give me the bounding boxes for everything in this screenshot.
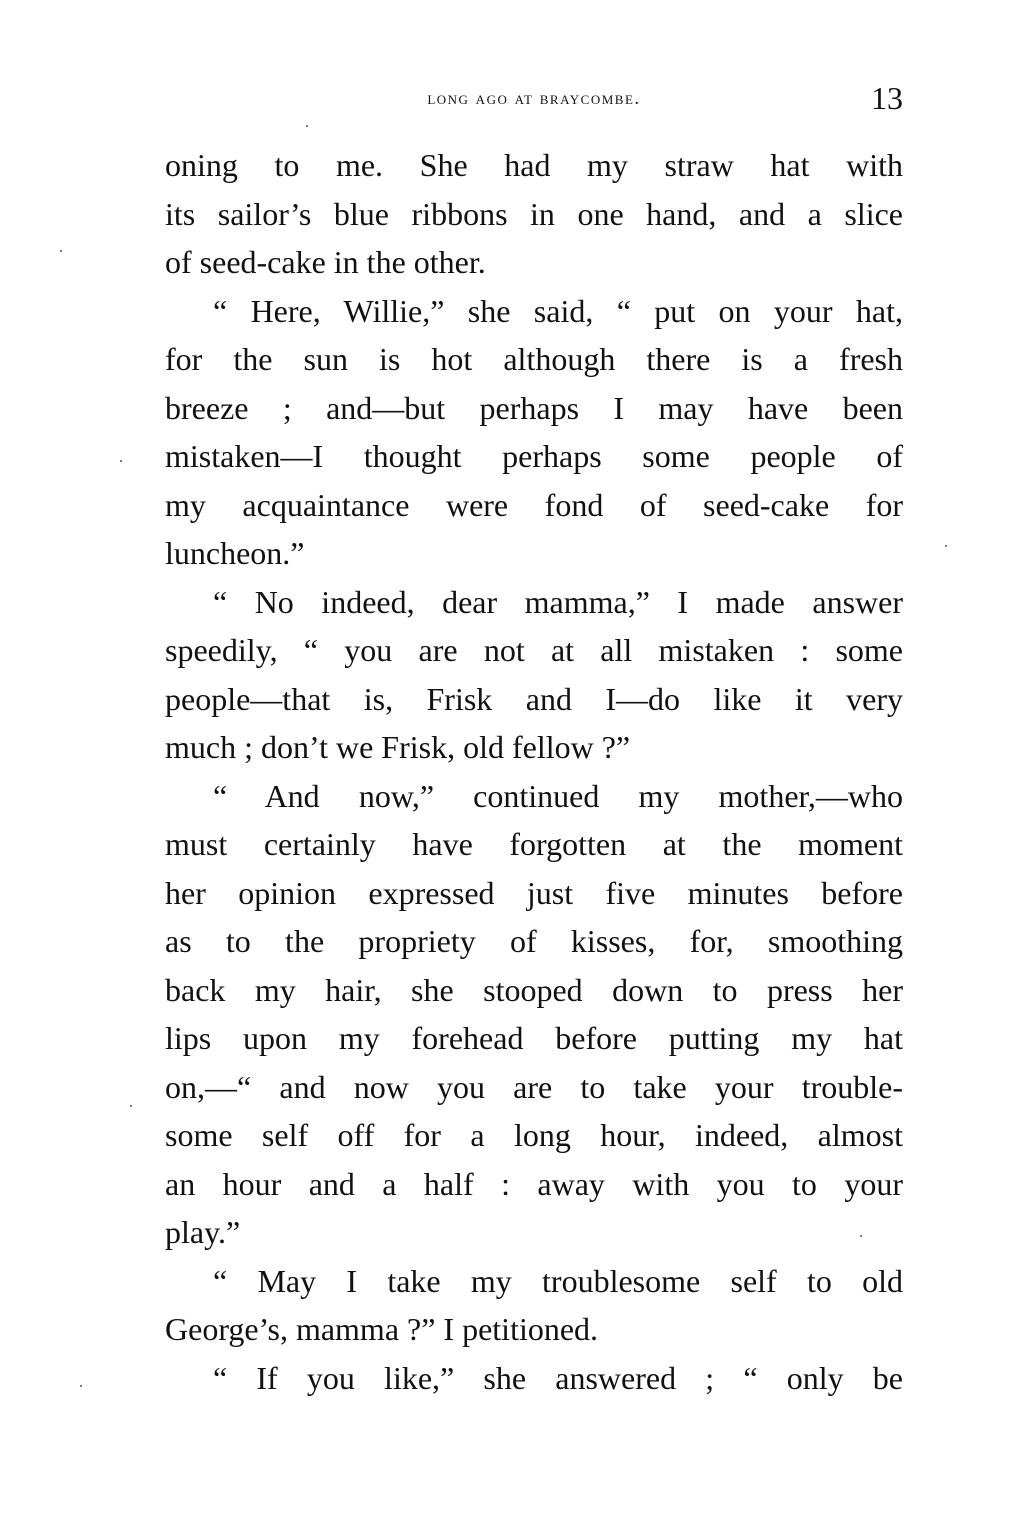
text-line: of seed-cake in the other. (165, 244, 486, 280)
scan-speck (860, 1235, 862, 1237)
text-line: luncheon.” (165, 535, 305, 571)
text-line: “ May I take my troublesome self to old (213, 1262, 903, 1299)
text-line: an hour and a half : away with you to your (165, 1165, 903, 1202)
text-line: breeze ; and—but perhaps I may have been (165, 389, 903, 426)
text-line: as to the propriety of kisses, for, smoothing (165, 923, 903, 959)
text-line: “ And now,” continued my mother,—who (213, 777, 903, 814)
text-line: speedily, “ you are not at all mistaken : some (165, 632, 903, 668)
text-line: its sailor’s blue ribbons in one hand, and a slice (165, 195, 903, 232)
text-line: lips upon my forehead before putting my hat (165, 1020, 903, 1056)
running-title: long ago at braycombe. (427, 88, 641, 109)
text-line: for the sun is hot although there is a fresh (165, 341, 903, 377)
text-line: must certainly have forgotten at the moment (165, 826, 903, 862)
scan-speck (60, 250, 62, 252)
scan-speck (306, 125, 308, 127)
scan-speck (80, 1385, 82, 1387)
scan-speck (120, 460, 122, 462)
body-text (165, 141, 903, 1402)
text-line: people—that is, Frisk and I—do like it very (165, 680, 903, 717)
scan-speck (130, 1105, 132, 1107)
text-line: “ Here, Willie,” she said, “ put on your hat, (213, 292, 903, 329)
text-line: on,—“ and now you are to take your trouble- (165, 1068, 903, 1105)
text-line: “ No indeed, dear mamma,” I made answer (213, 583, 903, 620)
running-head (165, 80, 903, 120)
text-line: much ; don’t we Frisk, old fellow ?” (165, 729, 631, 765)
text-line: mistaken—I thought perhaps some people of (165, 438, 903, 474)
scan-speck (945, 545, 947, 547)
text-line: my acquaintance were fond of seed-cake for (165, 486, 903, 523)
text-line: George’s, mamma ?” I petitioned. (165, 1311, 599, 1347)
text-line: oning to me. She had my straw hat with (165, 147, 903, 183)
page-number: 13 (871, 80, 903, 116)
text-line: “ If you like,” she answered ; “ only be (213, 1359, 903, 1396)
text-line: back my hair, she stooped down to press her (165, 971, 903, 1008)
text-line: some self off for a long hour, indeed, almost (165, 1117, 903, 1153)
text-line: her opinion expressed just five minutes before (165, 874, 903, 911)
text-line: play.” (165, 1214, 241, 1250)
